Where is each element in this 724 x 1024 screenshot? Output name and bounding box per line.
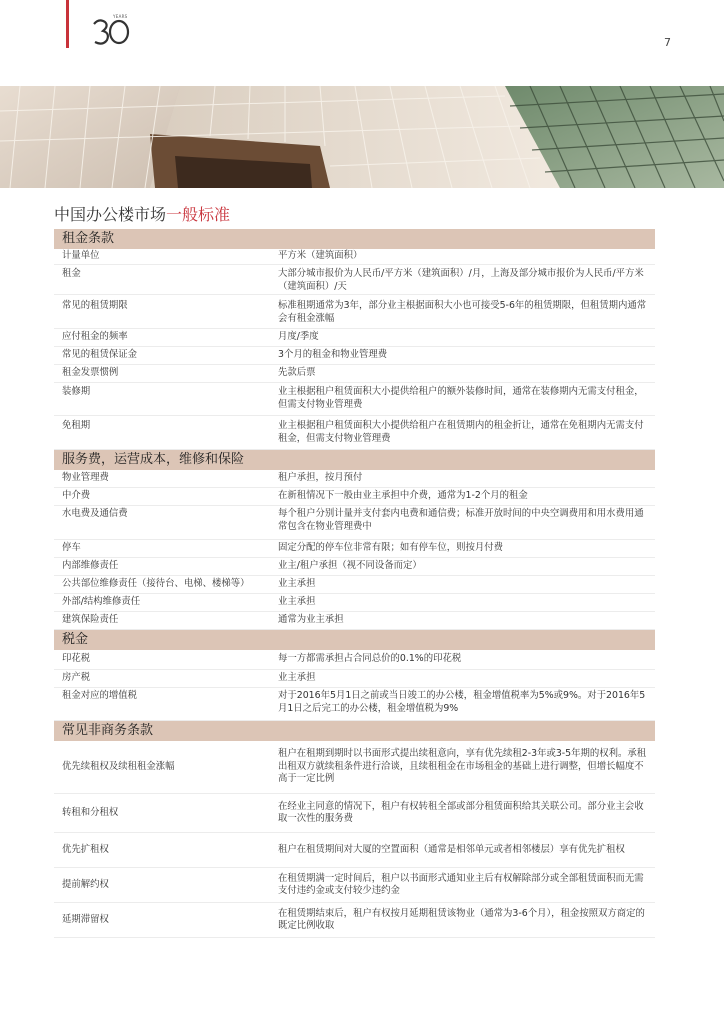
term-value: 业主承担 [278, 596, 316, 607]
table-row [54, 794, 655, 833]
table-row [54, 741, 655, 794]
term-label: 建筑保险责任 [62, 614, 119, 625]
term-value: 固定分配的停车位非常有限；如有停车位，则按月付费 [278, 542, 504, 553]
term-value: 先款后票 [278, 367, 316, 378]
term-label: 装修期 [62, 386, 91, 397]
table-row [54, 416, 655, 450]
term-value: 每一方都需承担占合同总价的0.1%的印花税 [278, 653, 462, 664]
terms-tables [54, 229, 655, 938]
term-value: 租户承担，按月预付 [278, 472, 363, 483]
table-row [54, 470, 655, 488]
table-row [54, 612, 655, 630]
term-value: 平方米（建筑面积） [278, 250, 363, 261]
term-label: 租金发票惯例 [62, 367, 119, 378]
term-label: 租金 [62, 268, 81, 279]
table-row [54, 383, 655, 416]
term-value: 在租赁期结束后，租户有权按月延期租赁该物业（通常为3-6个月），租金按照双方商定的既定比例收取 [278, 907, 645, 931]
term-value: 租户在租期到期时以书面形式提出续租意向，享有优先续租2-3年或3-5年期的权利。承租出租双方就续租条件进行洽谈，且续租租金在市场租金的基础上进行调整，但增长幅度不高于一定比例 [278, 748, 647, 785]
page-title-accent: 一般标准 [166, 205, 231, 224]
term-label: 内部维修责任 [62, 560, 119, 571]
term-label: 中介费 [62, 490, 91, 501]
term-value: 租户在租赁期间对大厦的空置面积（通常是相邻单元或者相邻楼层）享有优先扩租权 [278, 843, 625, 855]
term-value: 在租赁期满一定时间后，租户以书面形式通知业主后有权解除部分或全部租赁面积而无需支付违约金或支付较少违约金 [278, 872, 644, 896]
term-label: 外部/结构维修责任 [62, 596, 141, 607]
term-value: 每个租户分别计量并支付套内电费和通信费；标准开放时间的中央空调费用和用水费用通常包含在物业管理费中 [278, 508, 644, 532]
term-value: 在新租情况下一般由业主承担中介费，通常为1-2个月的租金 [278, 490, 528, 501]
table-row [54, 670, 655, 688]
page-title [54, 202, 230, 225]
table-row [54, 249, 655, 265]
section-heading-taxes: 税金 [54, 630, 655, 650]
table-row [54, 506, 655, 540]
term-value: 在经业主同意的情况下，租户有权转租全部或部分租赁面积给其关联公司。部分业主会收取一次性的服务费 [278, 800, 644, 824]
term-label: 常见的租赁期限 [62, 300, 128, 311]
table-row [54, 833, 655, 868]
term-value: 标准租期通常为3年，部分业主根据面积大小也可接受5-6年的租赁期限，但租赁期内通常会有租金涨幅 [278, 300, 647, 324]
term-value: 通常为业主承担 [278, 614, 344, 625]
term-value: 业主承担 [278, 578, 316, 589]
term-value: 大部分城市报价为人民币/平方米（建筑面积）/月，上海及部分城市报价为人民币/平方米（建筑面积）/天 [278, 268, 644, 292]
table-row [54, 594, 655, 612]
term-value: 业主根据租户租赁面积大小提供给租户的额外装修时间，通常在装修期内无需支付租金，但需支付物业管理费 [278, 386, 644, 410]
section-heading-non-commercial-terms: 常见非商务条款 [54, 721, 655, 741]
term-label: 优先扩租权 [62, 843, 109, 855]
table-row [54, 540, 655, 558]
header-accent-bar [66, 0, 69, 48]
logo-years-text: YEARS [113, 14, 128, 19]
table-row [54, 868, 655, 903]
table-row [54, 903, 655, 938]
term-label: 租金对应的增值税 [62, 690, 138, 701]
section-heading-rent-terms: 租金条款 [54, 229, 655, 249]
anniversary-logo [91, 14, 131, 50]
term-label: 水电费及通信费 [62, 508, 128, 519]
term-label: 计量单位 [62, 250, 100, 261]
term-value: 业主承担 [278, 672, 316, 683]
term-label: 常见的租赁保证金 [62, 349, 138, 360]
table-row [54, 650, 655, 670]
page-title-main: 中国办公楼市场 [54, 205, 167, 224]
term-value: 对于2016年5月1日之前或当日竣工的办公楼，租金增值税率为5%或9%。对于2016年5月1日之后完工的办公楼，租金增值税为9% [278, 690, 646, 714]
table-row [54, 295, 655, 329]
term-label: 停车 [62, 542, 81, 553]
term-label: 印花税 [62, 653, 91, 664]
term-value: 3个月的租金和物业管理费 [278, 349, 388, 360]
table-row [54, 688, 655, 721]
term-label: 转租和分租权 [62, 806, 119, 818]
term-label: 免租期 [62, 420, 91, 431]
table-row [54, 347, 655, 365]
term-label: 应付租金的频率 [62, 331, 128, 342]
term-value: 月度/季度 [278, 331, 319, 342]
table-row [54, 488, 655, 506]
page-number: 7 [664, 36, 671, 49]
table-row [54, 365, 655, 383]
term-label: 优先续租权及续租租金涨幅 [62, 760, 175, 772]
term-value: 业主根据租户租赁面积大小提供给租户在租赁期内的租金折让，通常在免租期内无需支付租金，但需支付物业管理费 [278, 420, 644, 444]
table-row [54, 576, 655, 594]
table-row [54, 329, 655, 347]
hero-building-image [0, 86, 724, 188]
table-row [54, 265, 655, 295]
term-label: 房产税 [62, 672, 91, 683]
term-label: 提前解约权 [62, 878, 109, 890]
term-label: 物业管理费 [62, 472, 109, 483]
table-row [54, 558, 655, 576]
term-label: 公共部位维修责任（接待台、电梯、楼梯等） [62, 578, 250, 589]
section-heading-service-costs: 服务费，运营成本，维修和保险 [54, 450, 655, 470]
term-label: 延期滞留权 [62, 913, 109, 925]
term-value: 业主/租户承担（视不同设备而定） [278, 560, 422, 571]
